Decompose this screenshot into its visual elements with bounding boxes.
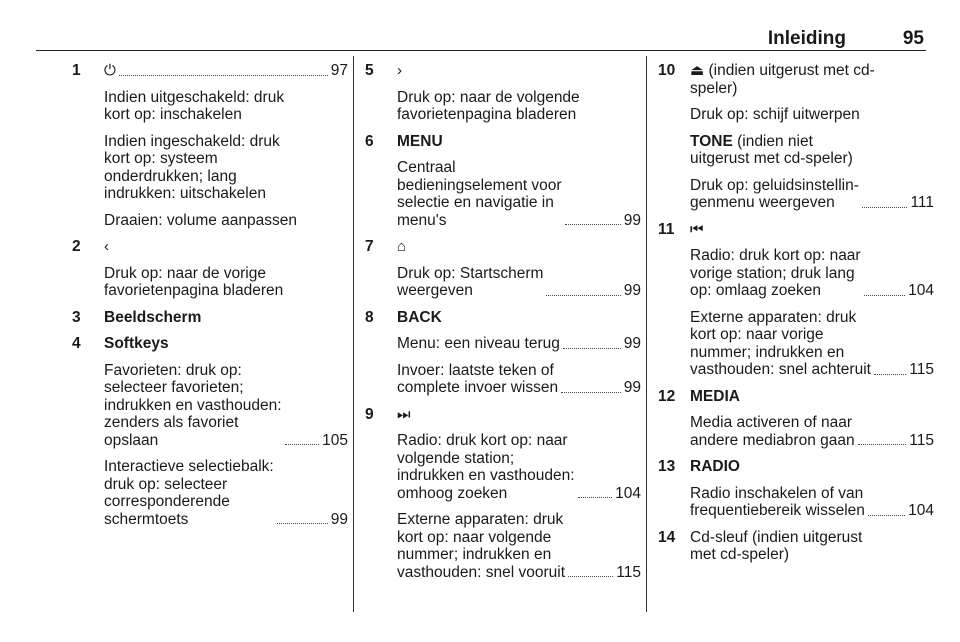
home-icon: ⌂ (397, 238, 407, 255)
item-number: 9 (365, 405, 374, 423)
description-text: Druk op: schijf uitwerpen (690, 106, 860, 123)
description-text: Externe apparaten: druk kort op: naar volgende nummer; indrukken en vasthouden: snel vooruit (397, 511, 566, 581)
item-heading (397, 309, 641, 327)
item-number: 6 (365, 132, 374, 150)
dot-leader (563, 348, 621, 349)
next-track-icon: ⏭ (397, 405, 411, 423)
item-heading (690, 388, 934, 406)
item-number: 12 (658, 387, 676, 405)
column-2 (365, 62, 641, 590)
legend-item (658, 529, 934, 564)
item-heading (690, 221, 934, 239)
legend-item (658, 458, 934, 520)
item-number: 5 (365, 62, 374, 79)
dot-leader (546, 295, 620, 296)
item-number: 14 (658, 528, 676, 546)
item-number: 4 (72, 335, 81, 352)
item-number: 3 (72, 308, 81, 326)
legend-item (365, 406, 641, 582)
description-paragraph (690, 309, 934, 379)
description-paragraph (104, 265, 348, 300)
page-reference: 115 (616, 563, 641, 581)
description-paragraph (397, 432, 641, 502)
page-reference: 99 (623, 282, 641, 299)
description-text: Externe apparaten: druk kort op: naar vorige nummer; indrukken en vasthouden: snel achteruit (690, 308, 871, 378)
description-paragraph (397, 335, 641, 353)
description-paragraph (397, 362, 641, 397)
description-paragraph (104, 89, 348, 124)
section-title: Inleiding (767, 28, 846, 49)
page-header (36, 24, 926, 51)
description-text: Interactieve selectiebalk: druk op: selecteer corresponderende schermtoets (104, 458, 274, 528)
page-reference: 99 (623, 335, 641, 352)
power-icon: ⏻ (104, 62, 116, 79)
item-heading (397, 133, 641, 151)
description-paragraph (397, 265, 641, 300)
description-paragraph (397, 159, 641, 229)
description-paragraph (397, 89, 641, 124)
item-label: MEDIA (690, 387, 740, 405)
description-text: Radio: druk kort op: naar volgende station; indrukken en vasthouden: omhoog zoeken (397, 432, 575, 502)
item-label: BACK (397, 308, 442, 326)
description-paragraph (690, 133, 934, 168)
item-label: MENU (397, 132, 443, 150)
description-text: Draaien: volume aanpassen (104, 211, 298, 229)
page-reference: 104 (908, 282, 934, 299)
dot-leader (862, 207, 908, 208)
description-text: Favorieten: druk op: selecteer favorieten; indrukken en vasthouden: zenders als favoriet opslaan (104, 361, 282, 449)
item-number: 2 (72, 238, 81, 255)
legend-item (72, 62, 348, 229)
legend-item (658, 388, 934, 450)
item-heading (104, 309, 348, 327)
page-reference: 105 (322, 431, 348, 449)
description-text: (indien niet uitgerust met cd-speler) (690, 132, 853, 167)
item-heading (104, 62, 348, 80)
item-number: 7 (365, 238, 374, 255)
legend-item (365, 133, 641, 230)
description-paragraph (104, 458, 348, 528)
legend-item (72, 238, 348, 300)
item-label: Softkeys (104, 335, 169, 352)
dot-leader (868, 515, 905, 516)
item-heading-text: (indien uitgerust met cd- speler) (690, 62, 875, 97)
page-reference: 104 (908, 502, 934, 519)
description-paragraph (690, 247, 934, 300)
chevron-left-icon: ‹ (104, 238, 109, 255)
item-number: 11 (658, 220, 675, 238)
key-label: TONE (690, 132, 733, 150)
page-reference: 99 (623, 379, 641, 396)
dot-leader (874, 374, 906, 375)
dot-leader (568, 576, 613, 577)
dot-leader (285, 444, 320, 445)
item-heading (690, 458, 934, 476)
description-text: Indien ingeschakeld: druk kort op: systeem onderdrukken; lang indrukken: uitschakelen (104, 132, 280, 202)
description-paragraph (104, 362, 348, 450)
page-reference: 104 (615, 484, 641, 502)
page-reference: 97 (330, 62, 348, 79)
description-paragraph (690, 485, 934, 520)
legend-item (72, 309, 348, 327)
description-paragraph (104, 212, 348, 230)
chevron-right-icon: › (397, 62, 402, 79)
column-1 (72, 62, 348, 537)
dot-leader (858, 444, 907, 445)
dot-leader (277, 523, 328, 524)
description-paragraph (690, 177, 934, 212)
item-heading-text: Cd-sleuf (indien uitgerust met cd-speler) (690, 528, 863, 563)
description-text: Menu: een niveau terug (397, 335, 560, 352)
item-heading (104, 335, 348, 353)
legend-item (658, 221, 934, 379)
item-heading (690, 62, 934, 97)
dot-leader (119, 75, 328, 76)
legend-item (72, 335, 348, 528)
page-reference: 99 (623, 211, 641, 229)
item-label: RADIO (690, 458, 740, 475)
item-number: 13 (658, 458, 676, 475)
page-reference: 115 (909, 431, 934, 449)
legend-item (658, 62, 934, 212)
description-text: Centraal bedieningselement voor selectie en navigatie in menu's (397, 159, 562, 229)
description-text: Invoer: laatste teken of complete invoer wissen (397, 361, 559, 396)
column-divider (646, 56, 647, 612)
description-paragraph (397, 511, 641, 581)
description-text: Druk op: geluidsinstellin- genmenu weergeven (690, 176, 859, 211)
column-3 (658, 62, 934, 573)
legend-item (365, 238, 641, 300)
item-heading (104, 238, 348, 256)
description-text: Druk op: Startscherm weergeven (397, 264, 544, 299)
item-heading (397, 238, 641, 256)
eject-icon: ⏏ (690, 62, 705, 79)
item-heading (397, 62, 641, 80)
legend-item (365, 309, 641, 397)
page-reference: 115 (909, 361, 934, 378)
item-number: 8 (365, 308, 374, 326)
page-number: 95 (902, 28, 924, 49)
dot-leader (565, 224, 621, 225)
item-heading (690, 529, 934, 564)
description-text: Radio inschakelen of van frequentiebereik wisselen (690, 484, 865, 519)
page-reference: 111 (910, 194, 934, 211)
item-number: 10 (658, 62, 676, 79)
description-text: Druk op: naar de volgende favorietenpagina bladeren (397, 88, 580, 123)
description-text: Media activeren of naar andere mediabron gaan (690, 414, 855, 449)
column-divider (353, 56, 354, 612)
description-paragraph (690, 106, 934, 124)
item-heading (397, 406, 641, 424)
dot-leader (578, 497, 613, 498)
dot-leader (561, 392, 621, 393)
description-text: Indien uitgeschakeld: druk kort op: inschakelen (104, 88, 285, 123)
item-label: Beeldscherm (104, 308, 202, 326)
description-paragraph (104, 133, 348, 203)
item-number: 1 (72, 62, 81, 79)
page-reference: 99 (330, 510, 348, 528)
previous-track-icon: ⏮ (690, 220, 704, 238)
description-text: Druk op: naar de vorige favorietenpagina bladeren (104, 264, 284, 299)
description-paragraph (690, 414, 934, 449)
description-text: Radio: druk kort op: naar vorige station; druk lang op: omlaag zoeken (690, 247, 861, 299)
dot-leader (864, 295, 906, 296)
legend-item (365, 62, 641, 124)
